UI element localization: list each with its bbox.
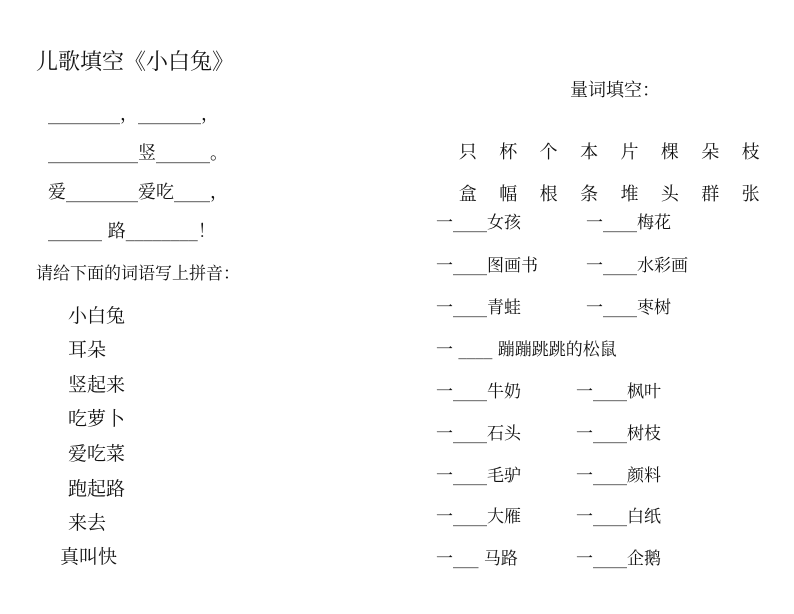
exercise-item: 一____青蛙 bbox=[436, 298, 521, 318]
pinyin-word: 跑起路 bbox=[68, 478, 126, 500]
measure-word: 盒 bbox=[458, 184, 477, 205]
song-line-4: ______ 路________！ bbox=[48, 221, 216, 242]
measure-word: 只 bbox=[458, 142, 477, 163]
pinyin-word: 来去 bbox=[68, 512, 107, 534]
measure-word: 本 bbox=[580, 142, 599, 163]
exercise-item: 一____牛奶 bbox=[436, 382, 521, 402]
measure-word: 堆 bbox=[620, 184, 639, 205]
measure-word: 群 bbox=[701, 184, 720, 205]
exercise-item: 一____颜料 bbox=[576, 466, 661, 486]
pinyin-word: 真叫快 bbox=[60, 546, 118, 568]
song-line-2: __________竖______。 bbox=[48, 143, 228, 164]
exercise-item: 一____枫叶 bbox=[576, 382, 661, 402]
pinyin-word: 爱吃菜 bbox=[68, 443, 126, 465]
exercise-item: 一____石头 bbox=[436, 424, 521, 444]
exercise-item: 一____水彩画 bbox=[586, 256, 688, 276]
exercise-item: 一____白纸 bbox=[576, 507, 661, 527]
exercise-item: 一____大雁 bbox=[436, 507, 521, 527]
pinyin-instruction: 请给下面的词语写上拼音： bbox=[36, 264, 240, 284]
pinyin-word: 耳朵 bbox=[68, 339, 107, 361]
measure-word: 棵 bbox=[660, 142, 679, 163]
pinyin-word: 吃萝卜 bbox=[68, 408, 126, 430]
measure-word: 朵 bbox=[701, 142, 720, 163]
exercise-item: 一____梅花 bbox=[586, 213, 671, 233]
exercise-item: 一____女孩 bbox=[436, 213, 521, 233]
exercise-item: 一___ 马路 bbox=[436, 549, 518, 569]
measure-word: 张 bbox=[741, 184, 760, 205]
measure-word: 根 bbox=[539, 184, 558, 205]
exercise-item: 一____企鹅 bbox=[576, 549, 661, 569]
measure-word: 头 bbox=[660, 184, 679, 205]
exercise-item: 一 ____ 蹦蹦跳跳的松鼠 bbox=[436, 340, 617, 360]
exercise-item: 一____图画书 bbox=[436, 256, 538, 276]
song-title: 儿歌填空《小白兔》 bbox=[36, 50, 235, 75]
pinyin-word: 竖起来 bbox=[68, 374, 126, 396]
measure-word: 条 bbox=[580, 184, 599, 205]
measure-word: 个 bbox=[539, 142, 558, 163]
measure-word: 枝 bbox=[741, 142, 760, 163]
measure-word-title: 量词填空： bbox=[570, 80, 660, 101]
song-line-3: 爱________爱吃____， bbox=[48, 182, 228, 203]
exercise-item: 一____毛驴 bbox=[436, 466, 521, 486]
exercise-item: 一____枣树 bbox=[586, 298, 671, 318]
measure-word: 幅 bbox=[499, 184, 518, 205]
song-line-1: ________，_______， bbox=[48, 104, 219, 125]
exercise-item: 一____树枝 bbox=[576, 424, 661, 444]
measure-word: 片 bbox=[620, 142, 639, 163]
measure-word: 杯 bbox=[499, 142, 518, 163]
pinyin-word: 小白兔 bbox=[68, 305, 126, 327]
